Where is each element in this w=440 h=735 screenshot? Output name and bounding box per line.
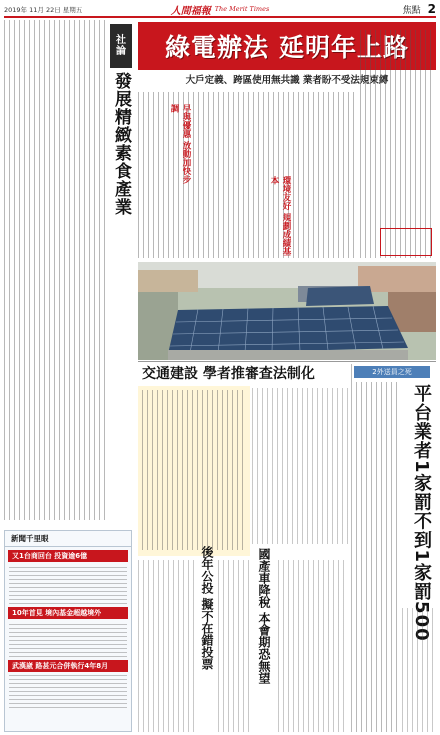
editorial-tag-line1: 社 bbox=[116, 35, 126, 46]
platform-story-tag: 2外送員之死 bbox=[354, 366, 430, 378]
main-story-side-column bbox=[360, 30, 432, 258]
platform-story-body-text-b bbox=[402, 608, 434, 732]
proposal-story-body-text bbox=[138, 560, 196, 732]
news-brief-box bbox=[4, 530, 132, 732]
main-subheadline: 大戶定義、跨區使用無共識 業者盼不受法規束縛 bbox=[185, 75, 389, 86]
news-item-headline[interactable]: 武漢崴 路甚元合併執行4年8月 bbox=[8, 660, 128, 672]
column-divider bbox=[351, 364, 352, 732]
editorial-title[interactable]: 發展精緻素食產業 bbox=[111, 72, 131, 216]
solar-panel-illustration bbox=[138, 262, 436, 360]
editorial-tag bbox=[110, 24, 132, 68]
transport-story-headline[interactable]: 交通建設 學者推審查法制化 bbox=[142, 366, 315, 382]
proposal-story-headline[interactable]: 後年公投 擬不在錯投票 bbox=[200, 546, 214, 671]
main-headline-part-b: 延明年上路 bbox=[279, 33, 410, 62]
car-tax-story-headline[interactable]: 國產車降稅 本會期恐無望 bbox=[257, 548, 271, 685]
news-box-title: 新聞千里眼 bbox=[5, 531, 131, 547]
page-number: 2 bbox=[427, 2, 436, 16]
transport-story-highlight-box bbox=[138, 386, 250, 556]
brand-logo-cn: 人間福報 bbox=[170, 5, 211, 17]
proposal-story-body-text-b bbox=[218, 560, 252, 732]
main-story-pull-quote-b: 環境友好 規劃成績基本 bbox=[269, 176, 291, 256]
newspaper-brand[interactable] bbox=[134, 2, 306, 17]
news-item-headline[interactable]: 10年首見 境內基金超越境外 bbox=[8, 607, 128, 619]
news-item-text bbox=[9, 564, 127, 604]
editorial-tag-line2: 論 bbox=[116, 46, 126, 57]
masthead bbox=[4, 2, 436, 18]
car-tax-story-body-text bbox=[278, 560, 348, 732]
section-label bbox=[306, 2, 436, 16]
news-item-text bbox=[9, 621, 127, 657]
section-name: 焦點 bbox=[402, 6, 421, 16]
news-item-text bbox=[9, 674, 127, 708]
main-story-pull-quote-a: 早與優惠 放動加快步調 bbox=[169, 104, 191, 184]
platform-story-body-text bbox=[356, 382, 398, 732]
transport-story-box-text bbox=[142, 390, 246, 550]
editorial-body-text bbox=[4, 20, 106, 520]
platform-story-headline[interactable]: 平台業者1家罰不到1家罰500 bbox=[411, 384, 432, 642]
issue-date: 2019年 11月 22日 星期五 bbox=[4, 5, 83, 14]
solar-rooftop-photo bbox=[138, 262, 436, 360]
editorial-column bbox=[4, 20, 132, 520]
main-headline-part-a: 綠電辦法 bbox=[164, 33, 269, 62]
news-item-headline[interactable]: 又1台商回台 投資逾6億 bbox=[8, 550, 128, 562]
side-note-box bbox=[380, 228, 432, 256]
transport-story-body-text bbox=[252, 388, 348, 544]
brand-logo-en: The Merit Times bbox=[214, 5, 270, 13]
